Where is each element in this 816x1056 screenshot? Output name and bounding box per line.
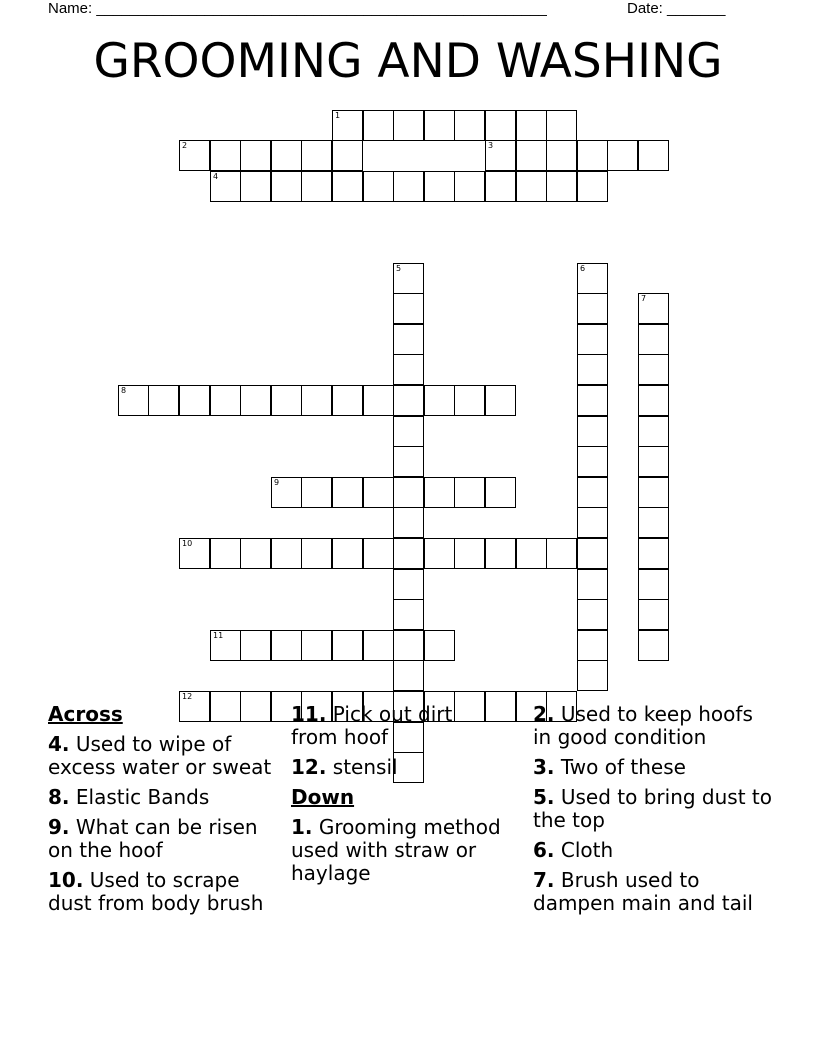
crossword-cell[interactable] [271,385,302,416]
name-field-label[interactable]: Name: ______________________________________________________ [48,0,547,17]
crossword-cell[interactable] [363,630,394,661]
crossword-cell[interactable] [363,385,394,416]
clue-number: 4 [213,172,219,181]
clue-down-3: 3. Two of these [533,755,686,779]
clue-across-4: 4. Used to wipe of excess water or sweat [48,732,272,779]
crossword-cell[interactable] [485,538,516,569]
crossword-cell[interactable] [485,140,516,171]
crossword-cell[interactable] [638,630,669,661]
clues-column-2 [291,703,501,892]
clues-column-3 [533,703,773,922]
clue-number: 1 [335,111,341,120]
crossword-cell[interactable] [393,110,424,141]
crossword-cell[interactable] [271,171,302,202]
crossword-cell[interactable] [638,538,669,569]
crossword-cell[interactable] [577,630,608,661]
clue-across-9: 9. What can be risen on the hoof [48,815,258,862]
crossword-cell[interactable] [577,354,608,385]
crossword-cell[interactable] [393,630,424,661]
page-title: GROOMING AND WASHING [93,34,723,89]
clue-number: 8 [121,386,127,395]
crossword-cell[interactable] [393,416,424,447]
crossword-cell[interactable] [210,538,241,569]
crossword-cell[interactable] [148,385,179,416]
crossword-cell[interactable] [516,538,547,569]
crossword-cell[interactable] [485,385,516,416]
crossword-cell[interactable] [271,477,302,508]
crossword-cell[interactable] [638,599,669,630]
crossword-cell[interactable] [332,477,363,508]
crossword-cell[interactable] [577,171,608,202]
crossword-cell[interactable] [638,324,669,355]
crossword-cell[interactable] [577,263,608,294]
crossword-cell[interactable] [577,416,608,447]
crossword-cell[interactable] [577,324,608,355]
clue-down-7: 7. Brush used to dampen main and tail [533,868,753,915]
crossword-cell[interactable] [210,140,241,171]
crossword-cell[interactable] [210,171,241,202]
crossword-cell[interactable] [332,385,363,416]
crossword-cell[interactable] [393,599,424,630]
clue-down-6: 6. Cloth [533,838,614,862]
crossword-cell[interactable] [485,110,516,141]
clues-column-1 [48,703,283,922]
crossword-cell[interactable] [424,171,455,202]
clue-down-5: 5. Used to bring dust to the top [533,785,772,832]
crossword-cell[interactable] [118,385,149,416]
clue-number: 7 [641,294,647,303]
crossword-cell[interactable] [393,324,424,355]
crossword-cell[interactable] [210,630,241,661]
crossword-cell[interactable] [454,171,485,202]
crossword-cell[interactable] [607,140,638,171]
crossword-cell[interactable] [454,385,485,416]
crossword-cell[interactable] [301,538,332,569]
crossword-cell[interactable] [393,263,424,294]
crossword-cell[interactable] [393,171,424,202]
crossword-cell[interactable] [240,385,271,416]
crossword-cell[interactable] [424,538,455,569]
crossword-cell[interactable] [393,538,424,569]
crossword-cell[interactable] [638,446,669,477]
crossword-cell[interactable] [577,446,608,477]
crossword-cell[interactable] [546,171,577,202]
clue-number: 11 [213,631,224,640]
clue-across-10: 10. Used to scrape dust from body brush [48,868,264,915]
crossword-cell[interactable] [638,385,669,416]
clue-across-11: 11. Pick out dirt from hoof [291,702,453,749]
crossword-cell[interactable] [332,140,363,171]
crossword-cell[interactable] [363,477,394,508]
clue-number: 2 [182,141,188,150]
crossword-cell[interactable] [393,354,424,385]
crossword-cell[interactable] [638,569,669,600]
crossword-cell[interactable] [424,110,455,141]
crossword-cell[interactable] [240,538,271,569]
clue-number: 3 [488,141,494,150]
crossword-cell[interactable] [301,171,332,202]
down-heading: Down [291,785,355,809]
crossword-cell[interactable] [485,477,516,508]
crossword-cell[interactable] [332,110,363,141]
crossword-cell[interactable] [638,477,669,508]
crossword-cell[interactable] [393,293,424,324]
crossword-cell[interactable] [271,538,302,569]
crossword-cell[interactable] [301,140,332,171]
clue-number: 5 [396,264,402,273]
crossword-cell[interactable] [179,538,210,569]
crossword-cell[interactable] [454,538,485,569]
crossword-cell[interactable] [638,354,669,385]
crossword-cell[interactable] [546,110,577,141]
crossword-cell[interactable] [577,569,608,600]
crossword-cell[interactable] [301,630,332,661]
crossword-cell[interactable] [301,385,332,416]
crossword-cell[interactable] [240,630,271,661]
crossword-cell[interactable] [577,599,608,630]
clue-number: 10 [182,539,193,548]
clue-number: 9 [274,478,280,487]
crossword-cell[interactable] [332,171,363,202]
crossword-cell[interactable] [577,507,608,538]
clue-down-1: 1. Grooming method used with straw or haylage [291,815,501,885]
crossword-cell[interactable] [516,140,547,171]
crossword-cell[interactable] [301,477,332,508]
crossword-cell[interactable] [393,660,424,691]
crossword-cell[interactable] [546,538,577,569]
clue-across-8: 8. Elastic Bands [48,785,210,809]
crossword-cell[interactable] [393,507,424,538]
crossword-cell[interactable] [363,171,394,202]
crossword-cell[interactable] [179,140,210,171]
clue-number: 12 [182,692,193,701]
crossword-cell[interactable] [546,140,577,171]
crossword-cell[interactable] [454,110,485,141]
clue-across-12: 12. stensil [291,755,398,779]
crossword-cell[interactable] [577,385,608,416]
date-field-label[interactable]: Date: _______ [627,0,726,17]
crossword-cell[interactable] [577,293,608,324]
crossword-cell[interactable] [393,385,424,416]
crossword-cell[interactable] [240,171,271,202]
across-heading: Across [48,702,123,726]
crossword-cell[interactable] [363,110,394,141]
crossword-cell[interactable] [577,538,608,569]
crossword-cell[interactable] [638,507,669,538]
crossword-cell[interactable] [332,630,363,661]
clue-down-2: 2. Used to keep hoofs in good condition [533,702,753,749]
clue-number: 6 [580,264,586,273]
crossword-cell[interactable] [210,385,241,416]
crossword-cell[interactable] [424,385,455,416]
crossword-cell[interactable] [516,171,547,202]
crossword-cell[interactable] [454,477,485,508]
crossword-cell[interactable] [424,477,455,508]
crossword-cell[interactable] [332,538,363,569]
crossword-cell[interactable] [363,538,394,569]
crossword-cell[interactable] [638,140,669,171]
crossword-cell[interactable] [577,140,608,171]
crossword-cell[interactable] [271,630,302,661]
crossword-cell[interactable] [240,140,271,171]
crossword-cell[interactable] [485,171,516,202]
crossword-cell[interactable] [393,569,424,600]
crossword-cell[interactable] [179,385,210,416]
crossword-cell[interactable] [393,477,424,508]
crossword-cell[interactable] [577,477,608,508]
header [48,0,748,20]
crossword-cell[interactable] [638,293,669,324]
crossword-cell[interactable] [271,140,302,171]
crossword-cell[interactable] [577,660,608,691]
crossword-cell[interactable] [638,416,669,447]
crossword-cell[interactable] [393,446,424,477]
crossword-cell[interactable] [516,110,547,141]
crossword-cell[interactable] [424,630,455,661]
